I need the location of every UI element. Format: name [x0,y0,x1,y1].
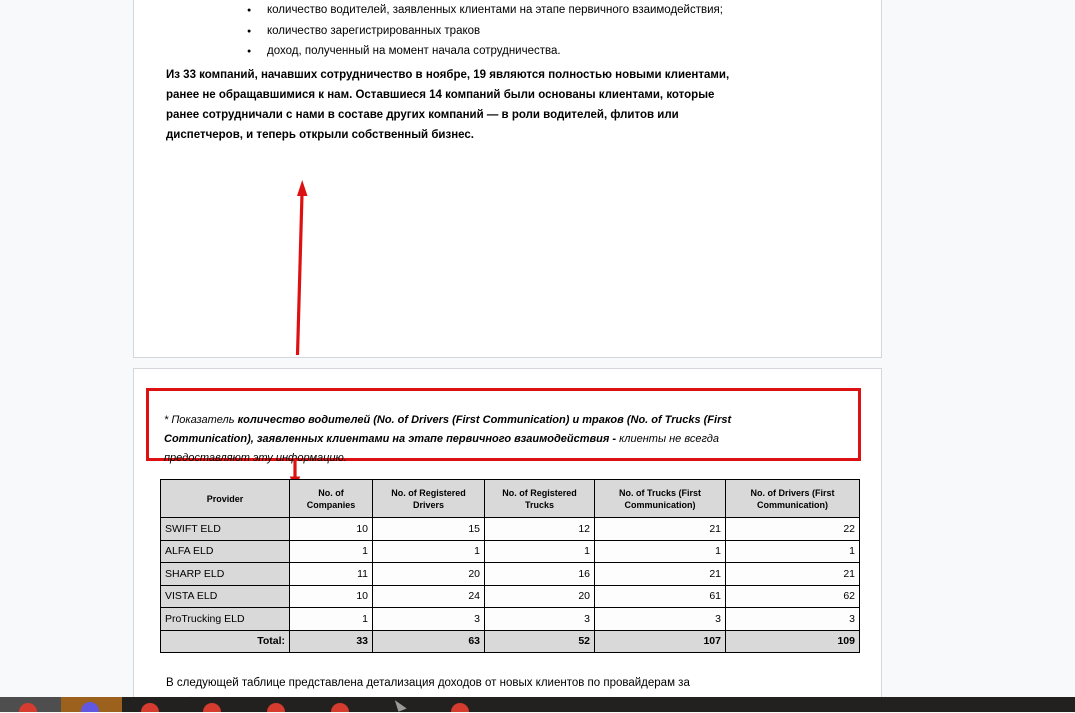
providers-table [160,479,860,653]
bullet-item [247,21,723,42]
note-segment: Communication), заявленных клиентами на этапе первичного взаимодействия - [164,433,620,445]
red-dot-app-icon [19,703,37,712]
total-value-cell: 33 [290,630,373,653]
value-cell: 20 [373,563,485,586]
note-segment: клиенты не всегда [619,433,719,445]
total-label-cell: Total: [161,630,290,653]
total-value-cell: 109 [726,630,860,653]
document-page-2 [133,368,882,710]
value-cell: 15 [373,518,485,541]
value-cell: 24 [373,585,485,608]
table-total-row [161,630,860,653]
note-segment: количество водителей (No. of Drivers (First Communication) и траков (No. of Trucks (First [237,414,732,426]
taskbar [0,697,1075,712]
value-cell: 1 [373,540,485,563]
value-cell: 3 [726,608,860,631]
table-header-cell: No. of Registered Drivers [373,480,485,518]
value-cell: 10 [290,518,373,541]
table-row [161,563,860,586]
document-page-1 [133,0,882,358]
red-arrow-up [284,178,316,358]
bullet-text: доход, полученный на момент начала сотрудничества. [267,45,561,57]
bullet-list [247,0,723,62]
red-dot-app-icon[interactable] [141,703,159,712]
bullet-item [247,0,723,21]
total-value-cell: 63 [373,630,485,653]
value-cell: 3 [485,608,595,631]
red-dot-app-icon[interactable] [451,703,469,712]
table-header-cell: No. of Companies [290,480,373,518]
value-cell: 21 [595,518,726,541]
bullet-item [247,41,723,62]
table-header-cell: No. of Trucks (First Communication) [595,480,726,518]
red-dot-app-icon[interactable] [331,703,349,712]
table-header-cell: Provider [161,480,290,518]
note-segment: предоставляют эту информацию. [164,452,347,464]
bullet-text: количество водителей, заявленных клиентами на этапе первичного взаимодействия; [267,4,723,16]
value-cell: 61 [595,585,726,608]
bullet-icon: ● [247,7,252,14]
value-cell: 21 [726,563,860,586]
text-line: В следующей таблице представлена детализация доходов от новых клиентов по провайдерам за [166,677,690,689]
app-tile-gray[interactable] [0,697,61,712]
value-cell: 20 [485,585,595,608]
table-header-row [161,480,860,518]
total-value-cell: 52 [485,630,595,653]
table-row [161,608,860,631]
value-cell: 1 [726,540,860,563]
text-line: ранее сотрудничали с нами в составе других компаний — в роли водителей, флитов или [166,109,679,121]
note-line [164,449,854,468]
bullet-text: количество зарегистрированных траков [267,24,481,37]
summary-paragraph [166,65,729,145]
provider-cell: ProTrucking ELD [161,608,290,631]
text-line: Из 33 компаний, начавших сотрудничество в ноябре, 19 являются полностью новыми клиентами, [166,69,730,81]
note-segment: * Показатель [164,414,238,426]
bullet-icon: ● [247,27,252,35]
provider-cell: VISTA ELD [161,585,290,608]
note-line [164,430,854,449]
value-cell: 11 [290,563,373,586]
total-value-cell: 107 [595,630,726,653]
value-cell: 1 [485,540,595,563]
table-header-cell: No. of Registered Trucks [485,480,595,518]
value-cell: 1 [290,540,373,563]
value-cell: 3 [595,608,726,631]
value-cell: 16 [485,563,595,586]
value-cell: 22 [726,518,860,541]
blue-dot-app-icon [81,702,99,712]
value-cell: 3 [373,608,485,631]
table-row [161,518,860,541]
text-line: ранее не обращавшимися к нам. Оставшиеся 14 компаний были основаны клиентами, которые [166,89,715,101]
footnote-text [164,411,854,468]
value-cell: 21 [595,563,726,586]
red-dot-app-icon[interactable] [203,703,221,712]
value-cell: 12 [485,518,595,541]
provider-cell: SHARP ELD [161,563,290,586]
value-cell: 1 [595,540,726,563]
cursor-icon [393,700,407,712]
app-tile-brown[interactable] [61,697,122,712]
value-cell: 10 [290,585,373,608]
provider-cell: SWIFT ELD [161,518,290,541]
red-dot-app-icon[interactable] [267,703,285,712]
value-cell: 1 [290,608,373,631]
text-line: диспетчеров, и теперь открыли собственный бизнес. [166,129,474,141]
bullet-icon: ● [247,48,252,55]
table-row [161,585,860,608]
table-row [161,540,860,563]
table-header-cell: No. of Drivers (First Communication) [726,480,860,518]
value-cell: 62 [726,585,860,608]
note-line [164,411,854,430]
provider-cell: ALFA ELD [161,540,290,563]
